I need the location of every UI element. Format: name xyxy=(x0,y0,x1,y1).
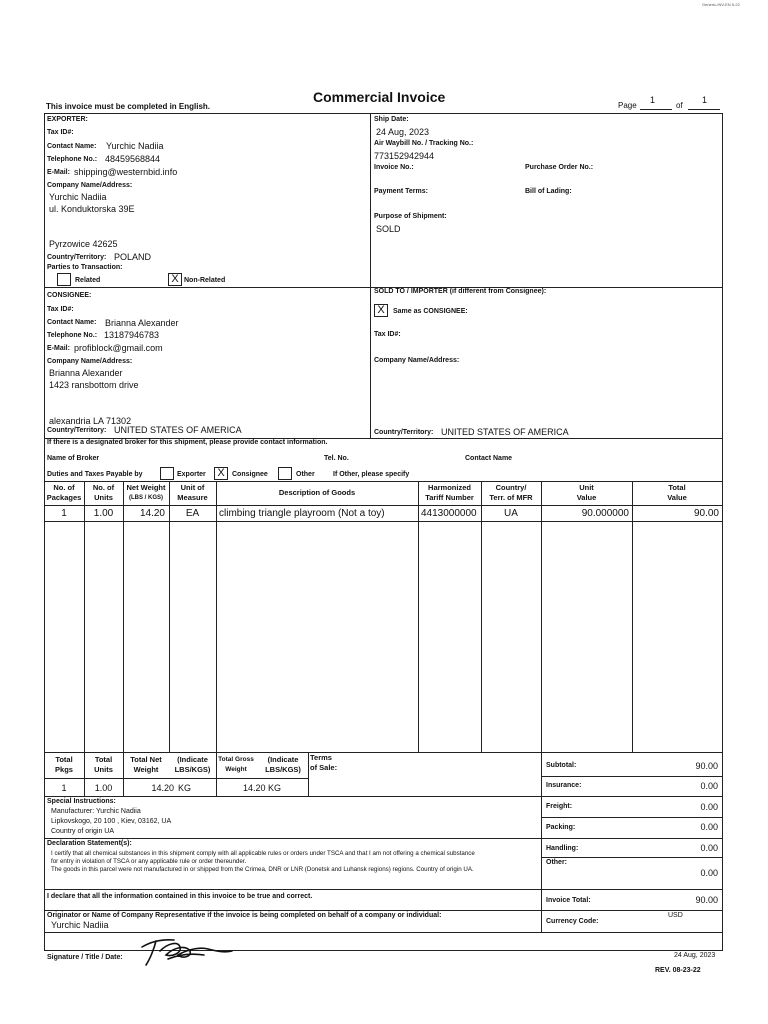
row1-country: UA xyxy=(504,508,518,519)
col-header-tariff: Harmonized Tariff Number xyxy=(425,483,474,502)
exporter-phone-value: 48459568844 xyxy=(105,154,161,164)
broker-name-label: Name of Broker xyxy=(47,455,100,462)
freight-label: Freight: xyxy=(546,803,573,810)
signature-label: Signature / Title / Date: xyxy=(47,954,123,961)
col-line-6 xyxy=(481,481,482,752)
po-label: Purchase Order No.: xyxy=(525,164,594,171)
col-line-5 xyxy=(418,481,419,752)
english-instruction: This invoice must be completed in English. xyxy=(46,102,211,111)
consignee-heading: CONSIGNEE: xyxy=(47,292,92,299)
charge-line-3 xyxy=(541,817,722,818)
exporter-heading: EXPORTER: xyxy=(47,116,88,123)
declaration-line-1: I certify that all chemical substances in this shipment comply with all applicable rules or orders under TSCA and that I am not offering a chemical substance xyxy=(51,850,475,857)
col-line-8 xyxy=(632,481,633,752)
exporter-country-label: Country/Territory: xyxy=(47,254,107,261)
currency-code-label: Currency Code: xyxy=(546,918,599,925)
invoice-total-value: 90.00 xyxy=(695,895,718,905)
page-number-underline xyxy=(640,109,672,110)
special-instructions-heading: Special Instructions: xyxy=(47,798,116,805)
exporter-phone-label: Telephone No.: xyxy=(47,156,98,163)
charge-line-1 xyxy=(541,776,722,777)
terms-of-sale-label: Terms of Sale: xyxy=(310,753,338,772)
sold-to-heading: SOLD TO / IMPORTER (if different from Consignee): xyxy=(374,288,547,295)
handling-label: Handling: xyxy=(546,845,579,852)
consignee-contact-label: Contact Name: xyxy=(47,319,97,326)
signature-date: 24 Aug, 2023 xyxy=(674,952,716,959)
ship-date-label: Ship Date: xyxy=(374,116,409,123)
total-net-weight-label: Total Net Weight xyxy=(130,755,162,774)
total-net-weight-unit: KG xyxy=(178,783,192,793)
subtotal-value: 90.00 xyxy=(695,761,718,771)
subtotal-label: Subtotal: xyxy=(546,762,577,769)
duties-label: Duties and Taxes Payable by xyxy=(47,471,143,478)
payment-terms-label: Payment Terms: xyxy=(374,188,428,195)
col-header-country: Country/ Terr. of MFR xyxy=(489,483,533,502)
form-border xyxy=(44,113,723,951)
duties-exporter-checkbox[interactable] xyxy=(160,467,174,480)
declaration-heading: Declaration Statement(s): xyxy=(47,840,132,847)
col-line-terms xyxy=(308,752,309,796)
related-label: Related xyxy=(75,277,101,284)
total-pkgs-value: 1 xyxy=(61,783,67,793)
row1-packages: 1 xyxy=(61,508,67,519)
revision-code: REV. 08-23-22 xyxy=(655,967,701,974)
col-header-packages: No. of Packages xyxy=(46,483,82,502)
row1-tariff: 4413000000 xyxy=(421,508,477,519)
broker-contact-label: Contact Name xyxy=(465,455,513,462)
total-units-label: Total Units xyxy=(94,755,113,774)
exporter-address-line2: ul. Konduktorska 39E xyxy=(49,204,135,214)
col-line-7 xyxy=(541,481,542,933)
certify-statement: I declare that all the information contained in this invoice to be true and correct. xyxy=(47,893,313,900)
col-line-1 xyxy=(84,481,85,796)
originator-value: Yurchic Nadiia xyxy=(51,920,109,930)
page-total-underline xyxy=(688,109,720,110)
insurance-label: Insurance: xyxy=(546,782,582,789)
row1-description: climbing triangle playroom (Not a toy) xyxy=(219,508,385,519)
invoice-no-label: Invoice No.: xyxy=(374,164,414,171)
goods-body-bottom xyxy=(44,752,722,753)
exporter-contact-value: Yurchic Nadiia xyxy=(106,141,164,151)
row1-units: 1.00 xyxy=(93,508,114,519)
consignee-address-line3: alexandria LA 71302 xyxy=(49,416,132,426)
duties-other-checkbox[interactable] xyxy=(278,467,292,480)
row1-unit-measure: EA xyxy=(185,508,200,519)
consignee-tax-id-label: Tax ID#: xyxy=(47,306,74,313)
invoice-total-label: Invoice Total: xyxy=(546,897,591,904)
purpose-value: SOLD xyxy=(376,224,401,234)
consignee-address-line1: Brianna Alexander xyxy=(49,368,123,378)
consignee-email-label: E-Mail: xyxy=(47,345,70,352)
declaration-bottom-line xyxy=(44,889,722,890)
consignee-contact-value: Brianna Alexander xyxy=(105,318,179,328)
consignee-phone-label: Telephone No.: xyxy=(47,332,98,339)
same-as-consignee-label: Same as CONSIGNEE: xyxy=(393,308,468,315)
special-line-3: Country of origin UA xyxy=(51,828,115,835)
col-line-4 xyxy=(216,481,217,796)
total-gross-weight-value: 14.20 KG xyxy=(242,783,282,793)
declaration-line-3: The goods in this parcel were not manufactured in or shipped from the Crimea, DNR or LNR (Donetsk and Luhansk regions) regions. Country of origin UA. xyxy=(51,866,474,873)
other-label: Other: xyxy=(546,859,567,866)
broker-note: If there is a designated broker for this shipment, please provide contact information. xyxy=(47,439,328,446)
goods-header-bottom xyxy=(44,505,722,506)
originator-label: Originator or Name of Company Representative if the invoice is being completed on behalf of a company or individual: xyxy=(47,912,442,919)
duties-exporter-label: Exporter xyxy=(177,471,206,478)
goods-header-top xyxy=(44,481,722,482)
other-specify-label: If Other, please specify xyxy=(333,471,410,478)
page-number: 1 xyxy=(650,95,656,105)
col-header-description: Description of Goods xyxy=(278,488,356,497)
row1-net-weight: 14.20 xyxy=(139,508,165,519)
duties-consignee-checkbox[interactable]: X xyxy=(214,467,228,480)
related-checkbox[interactable] xyxy=(57,273,71,286)
insurance-value: 0.00 xyxy=(700,781,718,791)
col-header-unit-measure: Unit of Measure xyxy=(177,483,208,502)
signature-image xyxy=(138,933,236,967)
row1-total-value: 90.00 xyxy=(693,508,719,519)
duties-other-label: Other xyxy=(296,471,315,478)
consignee-address-line2: 1423 ransbottom drive xyxy=(49,380,139,390)
col-line-3 xyxy=(169,481,170,752)
total-gross-indicate-label: (Indicate LBS/KGS) xyxy=(265,755,301,774)
currency-code-value: USD xyxy=(668,912,683,919)
sold-to-country-value: UNITED STATES OF AMERICA xyxy=(441,427,569,437)
page-title: Commercial Invoice xyxy=(313,89,446,105)
special-line-2: Lipkovskogo, 20 100 , Kiev, 03162, UA xyxy=(51,818,172,825)
page-label: Page xyxy=(618,101,637,110)
col-header-units: No. of Units xyxy=(92,483,115,502)
sold-to-country-label: Country/Territory: xyxy=(374,429,434,436)
same-as-consignee-checkbox[interactable]: X xyxy=(374,304,388,317)
handling-value: 0.00 xyxy=(700,843,718,853)
col-header-net-weight: Net Weight (LBS / KGS) xyxy=(126,483,166,501)
exporter-country-value: POLAND xyxy=(114,252,152,262)
packing-value: 0.00 xyxy=(700,822,718,832)
other-value: 0.00 xyxy=(700,868,718,878)
page-total: 1 xyxy=(702,95,708,105)
exporter-address-line3: Pyrzowice 42625 xyxy=(49,239,118,249)
exporter-company-label: Company Name/Address: xyxy=(47,182,133,189)
awb-label: Air Waybill No. / Tracking No.: xyxy=(374,140,474,147)
bill-of-lading-label: Bill of Lading: xyxy=(525,188,572,195)
exporter-contact-label: Contact Name: xyxy=(47,143,97,150)
total-gross-weight-label: Total Gross Weight xyxy=(218,756,254,773)
of-label: of xyxy=(676,101,683,110)
special-line-1: Manufacturer: Yurchic Nadiia xyxy=(51,808,141,815)
total-net-weight-value: 14.20 xyxy=(151,783,174,793)
goods-row-bottom xyxy=(44,521,722,522)
purpose-label: Purpose of Shipment: xyxy=(374,213,447,220)
non-related-label: Non-Related xyxy=(184,277,226,284)
col-header-unit-value: Unit Value xyxy=(576,483,597,502)
totals-bottom-line xyxy=(44,796,542,797)
consignee-email-value: profiblock@gmail.com xyxy=(74,343,163,353)
duties-consignee-label: Consignee xyxy=(232,471,268,478)
consignee-country-value: UNITED STATES OF AMERICA xyxy=(114,425,242,435)
total-units-value: 1.00 xyxy=(94,783,113,793)
exporter-tax-id-label: Tax ID#: xyxy=(47,129,74,136)
section-divider-vertical xyxy=(370,113,371,439)
form-code: Generic-INV-EN 5-22 xyxy=(702,2,740,7)
declaration-line-2: for entry in violation of TSCA or any applicable rule or order thereunder. xyxy=(51,858,247,865)
sold-to-company-label: Company Name/Address: xyxy=(374,357,460,364)
total-pkgs-label: Total Pkgs xyxy=(55,755,73,774)
freight-value: 0.00 xyxy=(700,802,718,812)
special-bottom-line xyxy=(44,838,542,839)
row1-unit-value: 90.000000 xyxy=(581,508,629,519)
awb-value: 773152942944 xyxy=(374,151,435,161)
non-related-checkbox[interactable]: X xyxy=(168,273,182,286)
total-net-indicate-label: (Indicate LBS/KGS) xyxy=(174,755,211,774)
col-header-total-value: Total Value xyxy=(667,483,687,502)
charge-line-2 xyxy=(541,796,722,797)
charge-line-4 xyxy=(541,838,722,839)
col-line-2 xyxy=(123,481,124,796)
exporter-email-label: E-Mail: xyxy=(47,169,70,176)
consignee-phone-value: 13187946783 xyxy=(104,330,160,340)
exporter-email-value: shipping@westernbid.info xyxy=(74,167,178,177)
broker-tel-label: Tel. No. xyxy=(324,455,349,462)
parties-label: Parties to Transaction: xyxy=(47,264,123,271)
exporter-address-line1: Yurchic Nadiia xyxy=(49,192,107,202)
charge-line-5 xyxy=(541,857,722,858)
consignee-country-label: Country/Territory: xyxy=(47,427,107,434)
packing-label: Packing: xyxy=(546,824,576,831)
sold-to-tax-id-label: Tax ID#: xyxy=(374,331,401,338)
consignee-company-label: Company Name/Address: xyxy=(47,358,133,365)
ship-date-value: 24 Aug, 2023 xyxy=(376,127,430,137)
certify-bottom-line xyxy=(44,910,722,911)
